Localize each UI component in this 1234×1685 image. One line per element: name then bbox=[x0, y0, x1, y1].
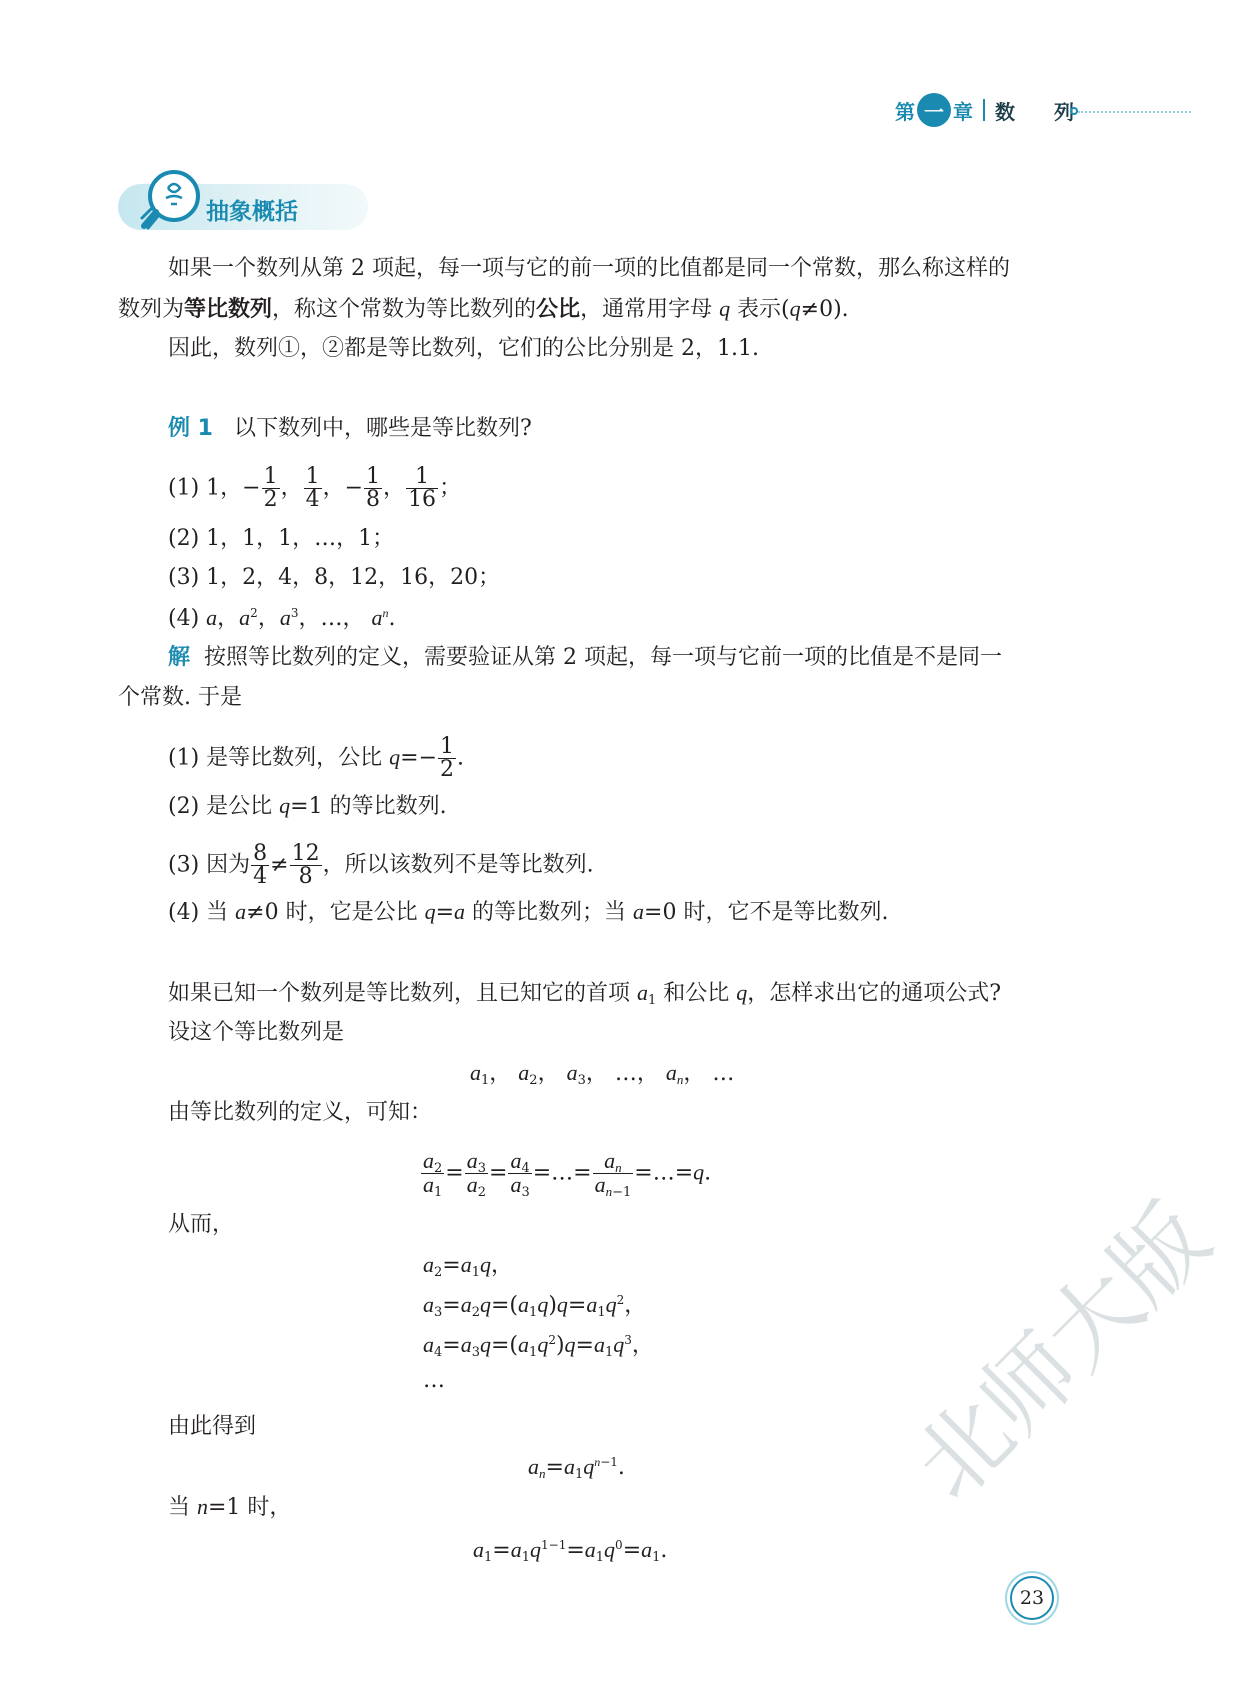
solution-line-1: 解 按照等比数列的定义，需要验证从第 2 项起，每一项与它前一项的比值是不是同一 bbox=[168, 645, 1003, 670]
answer-3: (3) 因为 $\frac{8}{4}$ ≠ $\frac{12}{8}$ ，所以该数列不是等比数列. bbox=[168, 841, 594, 889]
derivation-thus: 从而， bbox=[168, 1212, 235, 1237]
publisher-watermark: 北师大版 bbox=[894, 1183, 1231, 1520]
chapter-title: 数 列 bbox=[995, 99, 1090, 124]
ratio-equation: $\frac{a_2}{a_1}$ = $\frac{a_3}{a_2}$ = $\frac{a_4}{a_3}$ =…= $\frac{a_n}{a_{n-1}}$ =…=q. bbox=[423, 1148, 712, 1200]
header-separator bbox=[983, 99, 985, 121]
equation-a3: $a_3=a_2q=(a_1q)q=a_1q^2$， bbox=[423, 1292, 647, 1320]
answer-1: (1) 是等比数列，公比 q=− $\frac{1}{2}$ . bbox=[168, 734, 465, 782]
general-formula: $a_n=a_1q^{n-1}$. bbox=[528, 1454, 625, 1482]
equation-a4: $a_4=a_3q=(a_1q^2)q=a_1q^3$， bbox=[423, 1332, 654, 1360]
check-n1: $a_1=a_1q^{1-1}=a_1q^0=a_1$. bbox=[473, 1537, 668, 1565]
chapter-prefix: 第 bbox=[895, 99, 915, 124]
answer-4: (4) 当 a≠0 时，它是公比 q=a 的等比数列；当 a=0 时，它不是等比数列. bbox=[168, 899, 889, 925]
example-item-1: (1) 1，− $\frac{1}{2}$ ， $\frac{1}{4}$ ，− $\frac{1}{8}$ ， $\frac{1}{16}$ ； bbox=[168, 464, 462, 512]
equation-a2: $a_2=a_1q$， bbox=[423, 1252, 514, 1280]
header-dot-icon bbox=[1070, 107, 1078, 115]
solution-line-2: 个常数. 于是 bbox=[118, 685, 242, 710]
example-item-2: (2) 1，1，1，…，1； bbox=[168, 526, 395, 551]
term-geometric-sequence: 等比数列 bbox=[184, 297, 273, 322]
chapter-header bbox=[895, 92, 1090, 128]
derivation-set: 设这个等比数列是 bbox=[168, 1020, 345, 1045]
header-dotted-rule bbox=[1078, 111, 1191, 113]
example-question: 以下数列中，哪些是等比数列? bbox=[233, 416, 532, 441]
example-item-3: (3) 1，2，4，8，12，16，20； bbox=[168, 565, 501, 590]
chapter-suffix: 章 bbox=[953, 99, 973, 124]
section-title: 抽象概括 bbox=[206, 199, 298, 225]
page-number: 23 bbox=[1010, 1576, 1054, 1620]
derivation-intro: 如果已知一个数列是等比数列，且已知它的首项 $a_1$ 和公比 q，怎样求出它的通项公式? bbox=[168, 980, 1002, 1008]
definition-line-3: 因此，数列①，②都是等比数列，它们的公比分别是 2，1.1. bbox=[168, 336, 759, 361]
derivation-by-definition: 由等比数列的定义，可知： bbox=[168, 1100, 433, 1125]
definition-line-2: 数列为等比数列，称这个常数为等比数列的公比，通常用字母 q 表示(q≠0). bbox=[118, 296, 849, 322]
example-heading bbox=[168, 414, 532, 444]
solution-label: 解 bbox=[168, 645, 191, 670]
term-common-ratio: 公比 bbox=[536, 297, 581, 322]
definition-line-1: 如果一个数列从第 2 项起，每一项与它的前一项的比值都是同一个常数，那么称这样的 bbox=[168, 256, 1010, 281]
lightbulb-icon bbox=[138, 168, 200, 234]
answer-2: (2) 是公比 q=1 的等比数列. bbox=[168, 793, 447, 819]
derivation-hence: 由此得到 bbox=[168, 1414, 257, 1439]
example-label: 例 1 bbox=[168, 416, 213, 441]
equation-ellipsis: … bbox=[423, 1368, 445, 1393]
derivation-when: 当 n=1 时， bbox=[168, 1494, 292, 1520]
example-item-4: (4) a，$a^2$，$a^3$，…， $a^n$. bbox=[168, 605, 396, 631]
sequence-terms: $a_1$， $a_2$， $a_3$， …， $a_n$， … bbox=[470, 1060, 735, 1088]
chapter-number-badge: 一 bbox=[917, 93, 951, 127]
